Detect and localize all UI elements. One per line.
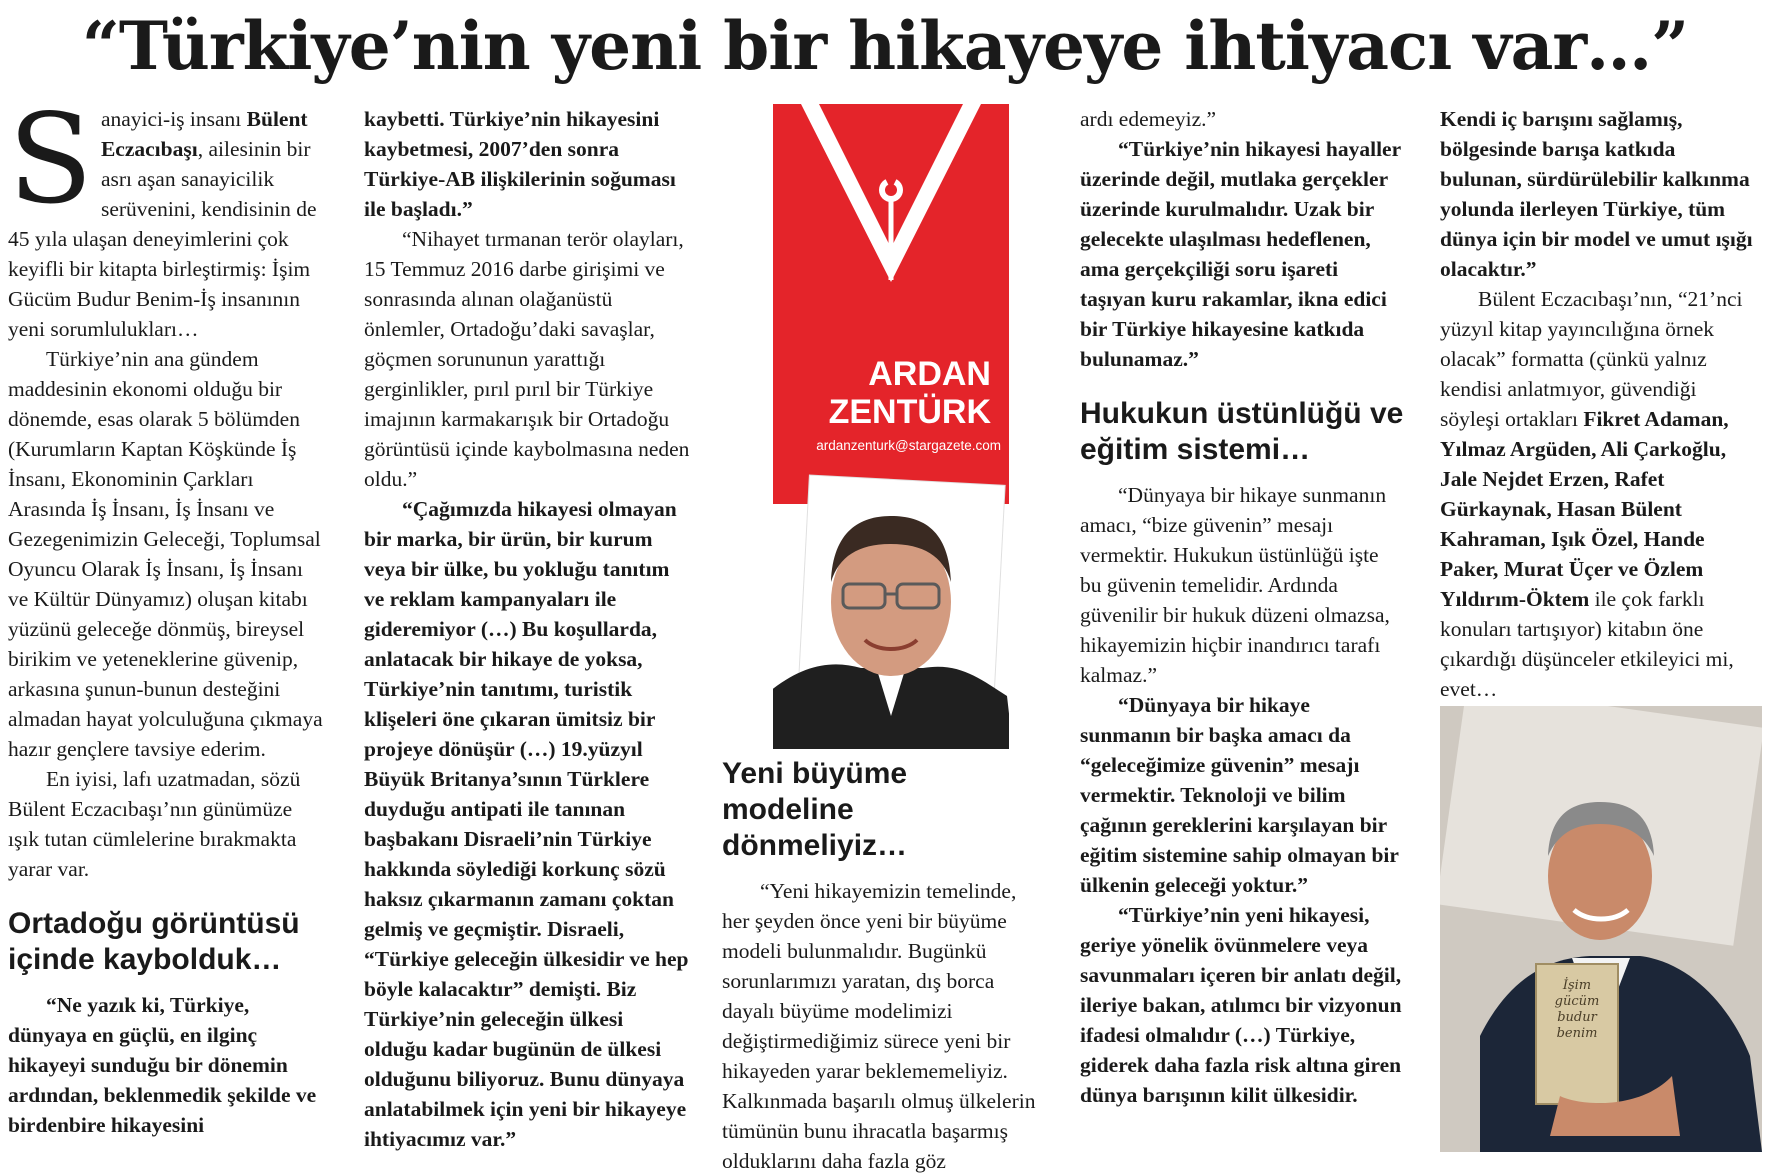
paragraph-text-c: ile çok farklı konuları tartışıyor) kitabın öne çıkardığı düşünceler etkileyici mi, evet… [1440, 587, 1734, 701]
columnist-first-name: ARDAN [868, 355, 991, 393]
columnist-banner [773, 104, 1009, 504]
quote-paragraph: “Türkiye’nin yeni hikayesi, geriye yönelik övünmelere veya savunmaları içeren bir anlatı değil, ileriye bakan, atılımcı bir vizyonun ifadesi olmalıdır (…) Türkiye, giderek daha fazla risk altına giren dünya barışının kilit ülkesidir. [1080, 903, 1402, 1107]
quote-paragraph: “Dünyaya bir hikaye sunmanın bir başka amacı da “geleceğimize güvenin” mesajı vermektir. Teknoloji ve bilim çağının gereklerini karşılayan bir eğitim sistemine sahip olmayan bir ülkenin geleceği yoktur.” [1080, 693, 1399, 897]
subheading: Hukukun üstünlüğü ve eğitim sistemi… [1080, 397, 1404, 466]
paragraph: “Nihayet tırmanan terör olayları, 15 Temmuz 2016 darbe girişimi ve sonrasında alınan olağanüstü önlemler, Ortadoğu’daki savaşlar, göçmen sorununun yarattığı gerginlikler, pırıl pırıl bir Türkiye imajının karmakarışık bir Ortadoğu görüntüsü içinde kaybolmasına neden oldu.” [364, 227, 690, 491]
paragraph: ardı edemeyiz.” [1080, 107, 1217, 131]
headline: “Türkiye’nin yeni bir hikayeye ihtiyacı var…” [81, 7, 1689, 85]
intro-text-a: anayici-iş insanı [100, 107, 247, 131]
quote-paragraph: kaybetti. Türkiye’nin hikayesini kaybetmesi, 2007’den sonra Türkiye-AB ilişkilerinin soğuması ile başladı.” [364, 107, 676, 221]
contributors-names: Fikret Adaman, Yılmaz Argüden, Ali Çarkoğlu, Jale Nejdet Erzen, Rafet Gürkaynak, Hasan Bülent Kahraman, Işık Özel, Hande Paker, Murat Üçer ve Özlem Yıldırım-Öktem [1440, 407, 1729, 611]
paragraph: “Dünyaya bir hikaye sunmanın amacı, “bize güvenin” mesajı vermektir. Hukukun üstünlüğü işte bu güvenin temelidir. Ardında güvenilir bir hukuk düzeni olmazsa, hikayemizin hiçbir inandırıcı tarafı kalmaz.” [1080, 483, 1390, 687]
drop-cap: S [8, 88, 93, 232]
columnist-email: ardanzenturk@stargazete.com [816, 438, 1001, 453]
paragraph [1440, 284, 1760, 704]
intro-paragraph [8, 88, 326, 344]
book-cover-title: İşim gücüm budur benim [1554, 978, 1600, 1041]
intro-name-bold: Bülent Eczacıbaşı [100, 107, 308, 161]
paragraph-text-a: Bülent Eczacıbaşı’nın, “21’nci yüzyıl kitap yayıncılığına örnek olacak” formatta (çünkü yalnız kendisi anlatmıyor, güvendiği söyleşi ortakları [1440, 287, 1743, 431]
columnist-photo [773, 464, 1009, 749]
column-4 [1080, 104, 1405, 1110]
quote-paragraph: “Türkiye’nin hikayesi hayaller üzerinde değil, mutlaka gerçekler üzerinde kurulmalıdır. Uzak bir gelecekte ulaşılması hedeflenen, ama gerçekçiliği soru işareti taşıyan kuru rakamlar, ikna edici bir Türkiye hikayesine katkıda bulunamaz.” [1080, 137, 1401, 371]
quote-paragraph: “Çağımızda hikayesi olmayan bir marka, bir ürün, bir kurum veya bir ülke, bu yokluğu tanıtım ve reklam kampanyaları ile gideremiyor (…) Bu koşullarda, anlatacak bir hikaye de yoksa, Türkiye’nin tanıtımı, turistik klişeleri öne çıkaran ümitsiz bir projeye dönüşür (…) 19.yüzyıl Büyük Britanya’sının Türklere duyduğu antipati ile tanınan başbakanı Disraeli’nin Türkiye hakkında söylediği korkunç sözü haksız çıkarmanın zamanı çoktan gelmiş ve geçmiştir. Disraeli, “Türkiye geleceğin ülkesidir ve hep böyle kalacaktır” demişti. Biz Türkiye’nin geleceğin ülkesi olduğu kadar bugünün de ülkesi olduğunu biliyoruz. Bunu dünyaya anlatabilmek için yeni bir hikayeye ihtiyacımız var.” [364, 497, 689, 1151]
author-with-book-photo [1440, 706, 1762, 1152]
column-2 [364, 104, 690, 1154]
quote-paragraph: “Yeni hikayemizin temelinde, her şeyden önce yeni bir büyüme modeli bulunmalıdır. Bugünkü sorunlarımızı yaratan, dış borca dayalı büyüme modelimizi değiştirmediğimiz sürece yeni bir hikayeden yarar beklememeliyiz. Kalkınmada başarılı olmuş ülkelerin tümünün bunu ihracatla başarmış olduklarını daha fazla göz [722, 879, 1036, 1173]
paragraph: En iyisi, lafı uzatmadan, sözü Bülent Eczacıbaşı’nın günümüze ışık tutan cümlelerine bırakmakta yarar var. [8, 767, 301, 881]
subheading: Ortadoğu görüntüsü içinde kaybolduk… [8, 907, 300, 976]
subheading: Yeni büyüme modeline dönmeliyiz… [722, 757, 908, 862]
columnist-card [773, 104, 1009, 749]
columnist-last-name: ZENTÜRK [828, 393, 991, 431]
column-3 [722, 756, 1044, 1176]
paragraph: Türkiye’nin ana gündem maddesinin ekonomi olduğu bir dönemde, esas olarak 5 bölümden (Kurumların Kaptan Köşkünde İş İnsanı, Ekonominin Çarkları Arasında İş İnsanı, İş İnsanı ve Gezegenimizin Geleceği, Toplumsal Oyuncu Olarak İş İnsanı, İş İnsanı ve Kültür Dünyamız) oluşan kitabı yüzünü geleceğe dönmüş, bireysel birikim ve yeteneklerine güvenip, arkasına şunun-bunun desteğini almadan hayat yolculuğuna çıkmaya hazır gençlere tavsiye ederim. [8, 347, 323, 761]
intro-text-c: , ailesinin bir asrı aşan sanayicilik serüvenini, kendisinin de 45 yıla ulaşan deneyimlerini çok keyifli bir kitapta birleştirmiş: İşim Gücüm Budur Benim-İş insanının yeni sorumlulukları… [8, 137, 317, 341]
quote-paragraph: Kendi iç barışını sağlamış, bölgesinde barışa katkıda bulunan, sürdürülebilir kalkınma yolunda ilerleyen Türkiye, tüm dünya için bir model ve umut ışığı olacaktır.” [1440, 107, 1753, 281]
fountain-pen-nib-icon [773, 104, 1009, 304]
column-5 [1440, 104, 1760, 704]
quote-paragraph: “Ne yazık ki, Türkiye, dünyaya en güçlü, en ilginç hikayeyi sunduğu bir dönemin ardından, beklenmedik şekilde ve birdenbire hikayesini [8, 993, 317, 1137]
column-1 [8, 88, 326, 1140]
